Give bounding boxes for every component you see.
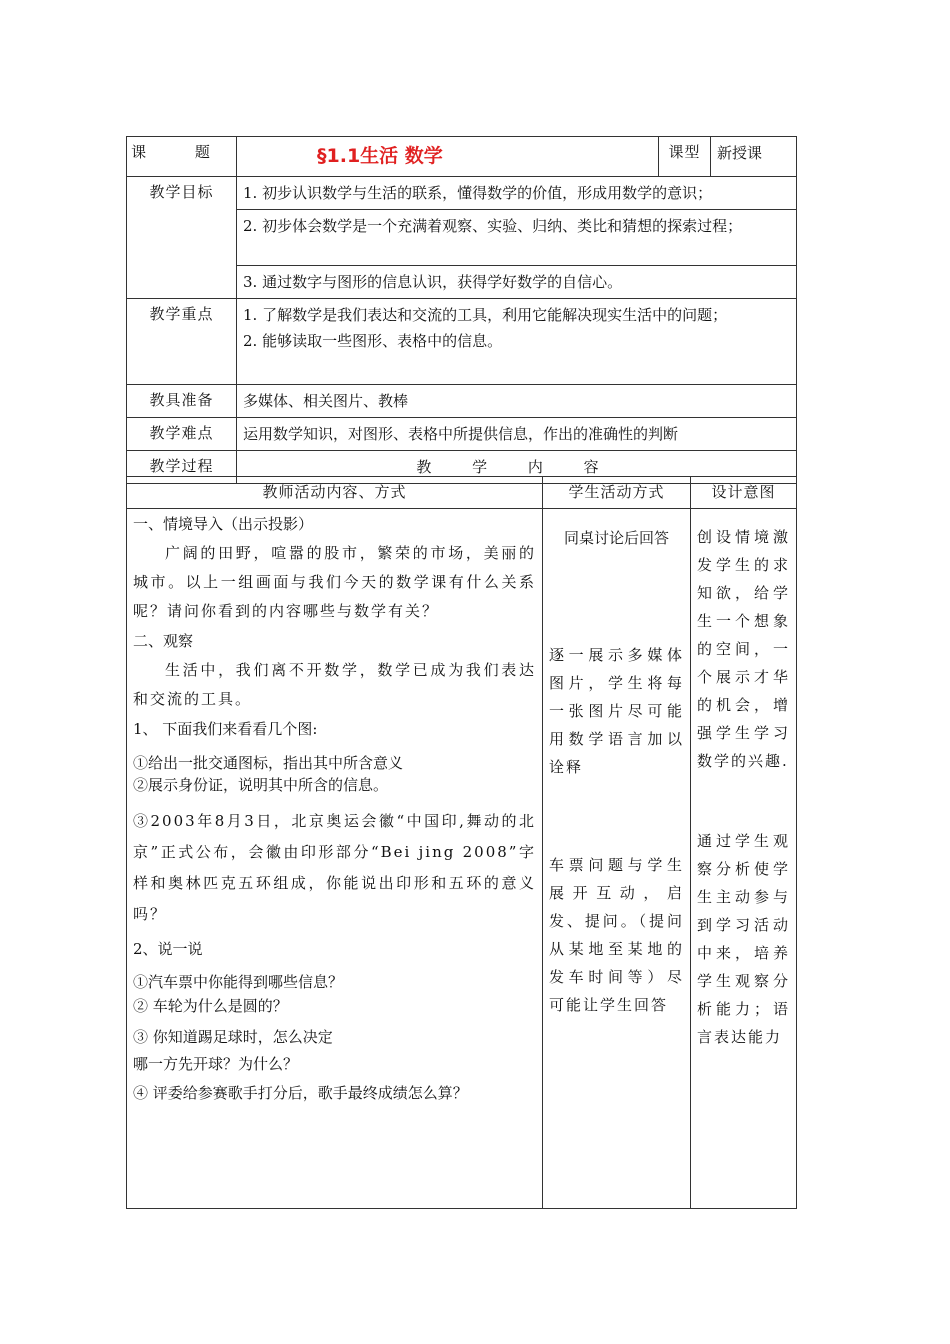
- key-points-label: 教学重点: [127, 299, 237, 385]
- design-text: 通过学生观察分析使学生主动参与到学习活动中来，培养学生观察分析能力；语言表达能力: [697, 832, 790, 1046]
- topic-label: 课 题: [127, 137, 237, 177]
- teacher-activities: [127, 509, 543, 1209]
- student-activities: [543, 509, 691, 1209]
- lesson-header-table: [126, 136, 797, 484]
- difficulty-value: 运用数学知识，对图形、表格中所提供信息，作出的准确性的判断: [237, 418, 797, 451]
- student-answer: 逐一展示多媒体图片，学生将每一张图片尽可能用数学语言加以诠释: [549, 646, 684, 776]
- teacher-column-header: 教师活动内容、方式: [127, 477, 543, 509]
- tools-value: 多媒体、相关图片、教棒: [237, 385, 797, 418]
- key-points-content: [237, 299, 797, 385]
- design-column-header: 设计意图: [691, 477, 797, 509]
- student-answer: 同桌讨论后回答: [563, 529, 669, 547]
- section-text: 生活中，我们离不开数学，数学已成为我们表达和交流的工具。: [133, 661, 536, 708]
- question-item: ③ 你知道踢足球时，怎么决定: [133, 1028, 333, 1046]
- tools-label: 教具准备: [127, 385, 237, 418]
- section-title: 一、情境导入（出示投影）: [133, 515, 314, 533]
- list-item: ②展示身份证，说明其中所含的信息。: [133, 776, 389, 794]
- question-item: ② 车轮为什么是圆的？: [133, 997, 288, 1015]
- process-heading: 教 学 内 容: [237, 451, 797, 484]
- lesson-type-value: 新授课: [711, 137, 797, 177]
- design-text: 创设情境激发学生的求知欲，给学生一个想象的空间，一个展示才华的机会，增强学生学习数学的兴趣.: [697, 528, 790, 770]
- list-item: ③2003年8月3日，北京奥运会徽“中国印,舞动的北京”正式公布，会徽由印形部分“Bei jing 2008”字样和奥林匹克五环组成，你能说出印形和五环的意义吗？: [133, 812, 536, 923]
- section-title: 2、说一说: [133, 940, 203, 958]
- goal-item: 1. 初步认识数学与生活的联系，懂得数学的价值，形成用数学的意识；: [237, 177, 797, 210]
- lesson-title: §1.1生活 数学: [237, 137, 659, 177]
- question-item: 哪一方先开球？为什么？: [133, 1055, 299, 1073]
- goal-item: 2. 初步体会数学是一个充满着观察、实验、归纳、类比和猜想的探索过程；: [237, 210, 797, 266]
- difficulty-label: 教学难点: [127, 418, 237, 451]
- goals-label: 教学目标: [127, 177, 237, 299]
- section-title: 1、 下面我们来看看几个图:: [133, 720, 318, 738]
- question-item: ④ 评委给参赛歌手打分后，歌手最终成绩怎么算？: [133, 1084, 468, 1102]
- question-item: ①汽车票中你能得到哪些信息？: [133, 973, 344, 991]
- key-point-item: 1. 了解数学是我们表达和交流的工具，利用它能解决现实生活中的问题；: [243, 306, 728, 324]
- section-title: 二、观察: [133, 632, 194, 650]
- design-intent: [691, 509, 797, 1209]
- process-label: 教学过程: [127, 451, 237, 484]
- student-column-header: 学生活动方式: [543, 477, 691, 509]
- key-point-item: 2. 能够读取一些图形、表格中的信息。: [243, 332, 503, 350]
- section-text: 广阔的田野，喧嚣的股市，繁荣的市场，美丽的城市。以上一组画面与我们今天的数学课有什么关系呢？请问你看到的内容哪些与数学有关？: [133, 544, 536, 620]
- student-answer: 车票问题与学生展开互动，启发、提问。（提问从某地至某地的发车时间等）尽可能让学生回答: [549, 856, 684, 1014]
- lesson-type-label: 课型: [659, 137, 711, 177]
- activity-table: [126, 476, 797, 1209]
- list-item: ①给出一批交通图标，指出其中所含意义: [133, 754, 404, 772]
- goal-item: 3. 通过数字与图形的信息认识，获得学好数学的自信心。: [237, 266, 797, 299]
